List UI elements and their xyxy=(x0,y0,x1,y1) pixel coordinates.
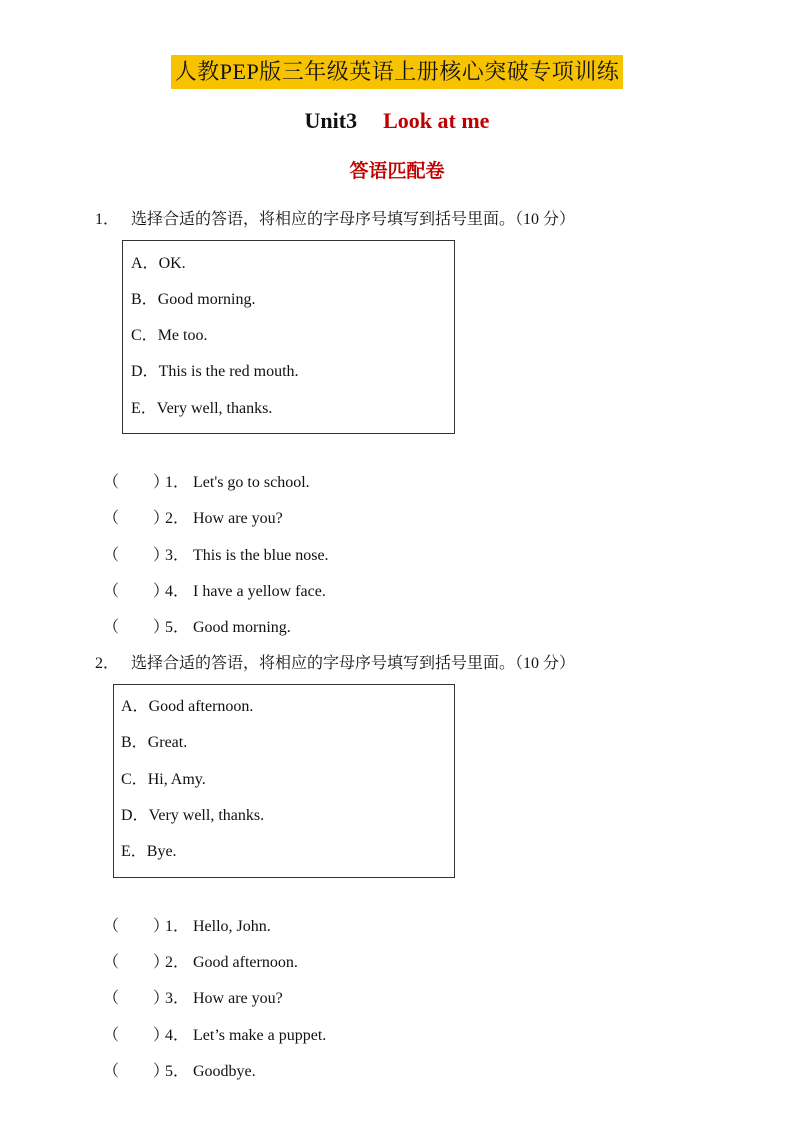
answer-blank[interactable]: （ xyxy=(103,990,120,1007)
page-subtitle: 答语匹配卷 xyxy=(349,160,445,182)
answer-item xyxy=(103,913,271,936)
option-d xyxy=(131,358,299,381)
paren-close: ） xyxy=(153,918,170,935)
option-label: A． xyxy=(131,255,159,272)
question-heading-1 xyxy=(95,206,575,229)
option-a xyxy=(121,693,253,716)
item-text: Goodbye. xyxy=(193,1063,256,1080)
item-number: 5． xyxy=(165,619,190,636)
question-instruction: 选择合适的答语，将相应的字母序号填写到括号里面。（10 分） xyxy=(131,655,576,672)
answer-blank[interactable]: （ xyxy=(103,547,120,564)
option-text: Bye. xyxy=(146,843,177,860)
answer-blank[interactable]: （ xyxy=(103,510,120,527)
option-label: E． xyxy=(121,843,147,860)
option-text: Me too. xyxy=(157,327,208,344)
question-instruction: 选择合适的答语，将相应的字母序号填写到括号里面。（10 分） xyxy=(131,211,576,228)
page-title: 人教PEP版三年级英语上册核心突破专项训练 xyxy=(171,55,623,89)
question-heading-2 xyxy=(95,650,575,673)
item-number: 2． xyxy=(165,510,190,527)
question-number: 1． xyxy=(95,211,120,228)
answer-item xyxy=(103,985,283,1008)
answer-item xyxy=(103,505,283,528)
item-text: This is the blue nose. xyxy=(193,547,329,564)
unit-heading xyxy=(0,108,794,134)
option-label: B． xyxy=(121,734,148,751)
option-b xyxy=(131,286,255,309)
paren-close: ） xyxy=(153,619,170,636)
option-text: Good morning. xyxy=(157,291,256,308)
paren-close: ） xyxy=(153,547,170,564)
answer-item xyxy=(103,1058,256,1081)
answer-blank[interactable]: （ xyxy=(103,1027,120,1044)
paren-close: ） xyxy=(153,990,170,1007)
option-e xyxy=(131,395,272,418)
paren-close: ） xyxy=(153,1027,170,1044)
item-text: How are you? xyxy=(193,990,283,1007)
answer-item xyxy=(103,614,291,637)
option-label: D． xyxy=(121,807,149,824)
option-text: This is the red mouth. xyxy=(158,363,299,380)
option-a xyxy=(131,250,186,273)
item-number: 5． xyxy=(165,1063,190,1080)
option-label: E． xyxy=(131,400,157,417)
item-number: 4． xyxy=(165,1027,190,1044)
option-d xyxy=(121,802,264,825)
option-c xyxy=(121,766,206,789)
answer-item xyxy=(103,469,310,492)
item-text: Hello, John. xyxy=(193,918,271,935)
option-text: Good afternoon. xyxy=(148,698,254,715)
item-number: 4． xyxy=(165,583,190,600)
option-label: D． xyxy=(131,363,159,380)
item-number: 1． xyxy=(165,918,190,935)
paren-close: ） xyxy=(153,1063,170,1080)
option-label: B． xyxy=(131,291,158,308)
option-b xyxy=(121,729,187,752)
paren-close: ） xyxy=(153,583,170,600)
answer-blank[interactable]: （ xyxy=(103,954,120,971)
paren-close: ） xyxy=(153,474,170,491)
item-text: I have a yellow face. xyxy=(193,583,326,600)
unit-number: Unit3 xyxy=(304,108,358,133)
option-text: Great. xyxy=(147,734,188,751)
paren-close: ） xyxy=(153,954,170,971)
answer-blank[interactable]: （ xyxy=(103,619,120,636)
answer-blank[interactable]: （ xyxy=(103,583,120,600)
item-text: Let's go to school. xyxy=(193,474,310,491)
option-text: Very well, thanks. xyxy=(148,807,265,824)
option-label: C． xyxy=(131,327,158,344)
item-text: How are you? xyxy=(193,510,283,527)
answer-blank[interactable]: （ xyxy=(103,1063,120,1080)
item-text: Good afternoon. xyxy=(193,954,298,971)
title-wrap xyxy=(0,55,794,89)
item-number: 3． xyxy=(165,547,190,564)
answer-item xyxy=(103,949,298,972)
answer-blank[interactable]: （ xyxy=(103,474,120,491)
item-text: Good morning. xyxy=(193,619,291,636)
answer-item xyxy=(103,578,326,601)
option-text: OK. xyxy=(158,255,186,272)
option-c xyxy=(131,322,207,345)
option-label: A． xyxy=(121,698,149,715)
option-label: C． xyxy=(121,771,148,788)
option-e xyxy=(121,838,177,861)
answer-item xyxy=(103,1022,326,1045)
item-number: 3． xyxy=(165,990,190,1007)
item-number: 1． xyxy=(165,474,190,491)
paren-close: ） xyxy=(153,510,170,527)
question-number: 2． xyxy=(95,655,120,672)
item-number: 2． xyxy=(165,954,190,971)
option-text: Very well, thanks. xyxy=(156,400,273,417)
unit-name: Look at me xyxy=(383,108,490,133)
option-text: Hi, Amy. xyxy=(147,771,206,788)
answer-item xyxy=(103,542,329,565)
item-text: Let’s make a puppet. xyxy=(193,1027,327,1044)
answer-blank[interactable]: （ xyxy=(103,918,120,935)
